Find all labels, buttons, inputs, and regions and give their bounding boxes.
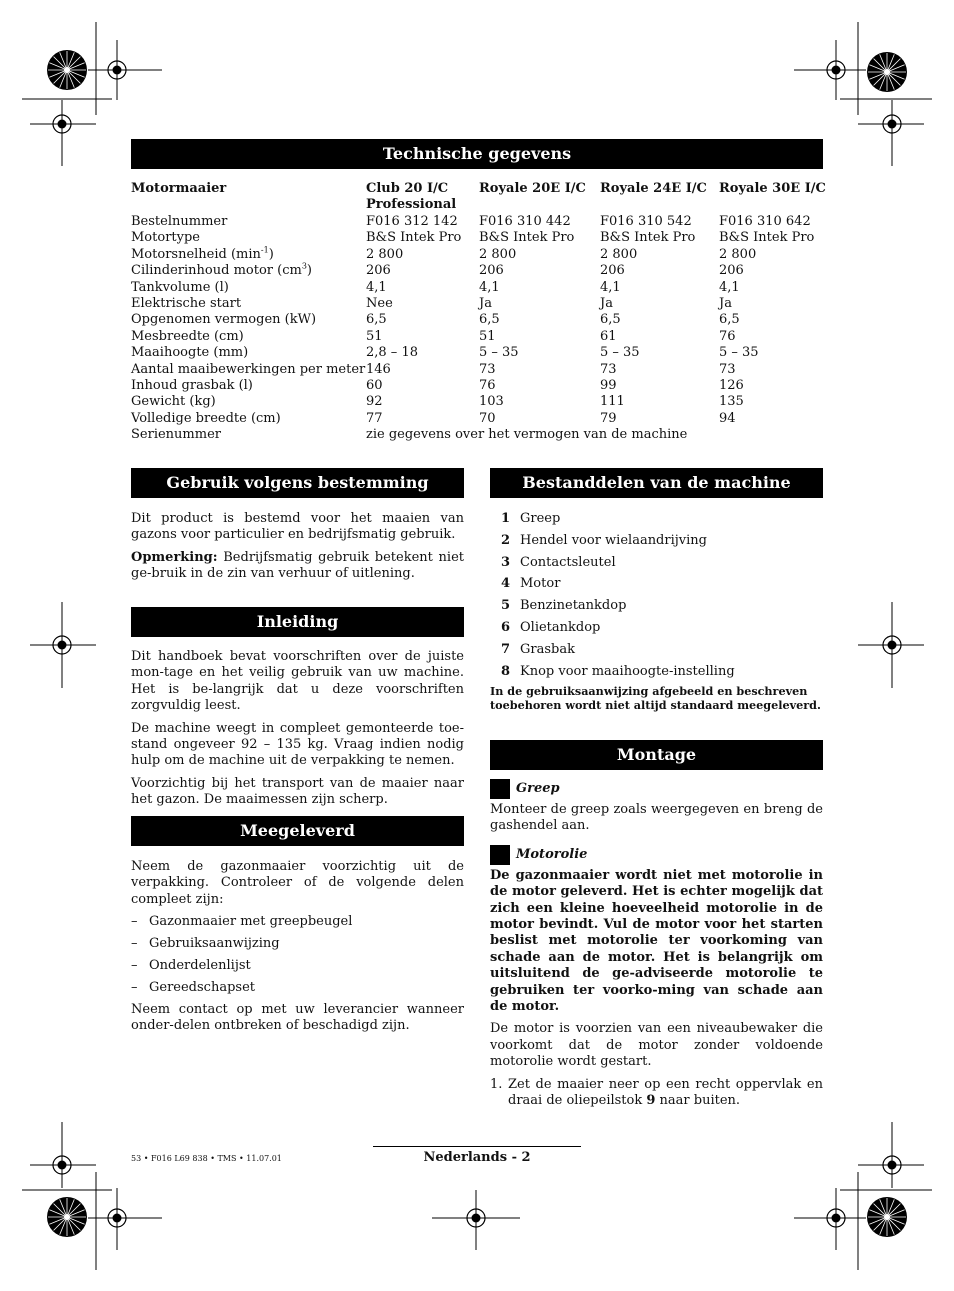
motorolie-warning: De gazonmaaier wordt niet met motorolie in de motor geleverd. Het is echter mogelijk dat zich een kleine hoeveelheid motorolie in de motor bevindt. Vul de motor voor het starten beslist met motorolie ter voorkoming van schade aan de motor. Het is belangrijk om uitsluitend de ge-adviseerde motorolie te gebruiken ter voorko-ming van schade aan de motor. [490,867,823,1015]
table-cell: Ja [479,296,492,311]
table-cell: 111 [600,394,625,410]
table-header-cell: Club 20 I/C Professional [366,181,457,213]
inleiding-title-bar: Inleiding [131,607,464,637]
serial-value: zie gegevens over het vermogen van de machine [366,427,688,442]
list-item: 5 Benzinetankdop [500,598,627,614]
table-cell: B&S Intek Pro [479,230,575,246]
meegeleverd-section [131,859,464,1041]
list-item: 1 Greep [500,511,561,526]
table-cell: 6,5 [366,312,387,328]
list-item: 4 Motor [500,576,561,592]
table-cell: B&S Intek Pro [366,230,462,246]
table-cell: 94 [719,410,736,426]
table-cell: 206 [600,263,625,279]
montage-title-bar: Montage [490,740,823,770]
table-row-label: Aantal maaibewerkingen per meter [131,361,366,377]
table-cell: 4,1 [719,279,740,295]
montage-section [490,779,823,1110]
footer-rule [373,1146,581,1147]
table-row [131,296,831,312]
table-cell: Ja [719,296,732,311]
table-cell: 77 [366,410,383,426]
table-row-label: Gewicht (kg) [131,394,216,410]
greep-paragraph: Monteer de greep zoals weergegeven en breng de gashendel aan. [490,802,823,834]
table-row [131,394,831,410]
motorolie-subheading: Motorolie [490,845,823,865]
table-cell: B&S Intek Pro [719,230,815,246]
inleiding-paragraph-3: Voorzichtig bij het transport van de maaier naar het gazon. De maaimessen zijn scherp. [131,775,464,808]
table-cell: Nee [366,296,393,311]
table-cell: 61 [600,328,617,344]
step-1: 1. Zet de maaier neer op een recht oppervlak en draai de oliepeilstok 9 naar buiten. [490,1076,823,1109]
table-cell: 206 [366,263,391,279]
table-row [131,411,831,427]
section-marker-square [490,845,510,865]
table-row [131,280,831,296]
table-cell: 2 800 [366,246,404,262]
table-row-label: Mesbreedte (cm) [131,328,244,344]
inleiding-section [131,649,464,815]
table-cell: 5 – 35 [479,345,519,361]
table-row [131,230,831,246]
note-label: Opmerking: [131,549,218,565]
meegeleverd-paragraph-2: Neem contact op met uw leverancier wanneer onder-delen ontbreken of beschadigd zijn. [131,1001,464,1034]
serial-label: Serienummer [131,427,221,442]
page-number: Nederlands - 2 [423,1150,531,1165]
table-row-label: Volledige breedte (cm) [131,410,281,426]
table-cell: 6,5 [719,312,740,328]
table-row-label: Opgenomen vermogen (kW) [131,312,317,328]
note-text: Bedrijfsmatig gebruik betekent niet ge-bruik in de zin van verhuur of uitlening. [131,549,464,582]
table-cell: 6,5 [479,312,500,328]
tech-title-bar: Technische gegevens [131,139,823,169]
table-cell: 73 [479,361,496,377]
table-cell: 92 [366,394,383,410]
table-row-label: Bestelnummer [131,214,228,229]
table-row [131,329,831,345]
table-cell: 2,8 – 18 [366,345,418,361]
greep-subheading: Greep [490,779,823,799]
list-item: – Gebruiksaanwijzing [131,936,464,952]
table-cell: 99 [600,378,617,393]
table-row [131,312,831,328]
tech-table-header [131,181,831,215]
motorolie-paragraph: De motor is voorzien van een niveaubewaker die voorkomt dat de motor zonder voldoende motorolie wordt gestart. [490,1021,823,1070]
table-cell: 206 [719,263,744,279]
footer-code: 53 • F016 L69 838 • TMS • 11.07.01 [131,1154,282,1163]
list-item: 8 Knop voor maaihoogte-instelling [500,663,735,679]
list-item: 7 Grasbak [500,641,575,657]
table-row [131,362,831,378]
table-header-cell: Motormaaier [131,181,227,196]
table-cell: 2 800 [719,246,757,262]
table-cell: 5 – 35 [600,345,640,361]
table-row [131,247,831,263]
table-cell: 4,1 [479,279,500,295]
table-cell: 126 [719,378,744,393]
bestanddelen-title-bar: Bestanddelen van de machine [490,468,823,498]
table-row-label: Inhoud grasbak (l) [131,378,253,393]
table-cell: F016 310 442 [479,214,571,229]
table-cell: 5 – 35 [719,345,759,361]
table-row-label: Maaihoogte (mm) [131,345,249,361]
table-header-cell: Royale 20E I/C [479,181,586,196]
table-cell: 70 [479,410,496,426]
table-row-label: Tankvolume (l) [131,279,229,295]
meegeleverd-paragraph-1: Neem de gazonmaaier voorzichtig uit de verpakking. Controleer of de volgende delen compleet zijn: [131,859,464,907]
table-cell: 146 [366,361,391,377]
table-cell: 79 [600,410,617,426]
table-cell: 51 [366,328,383,344]
table-cell: 76 [479,378,496,393]
table-row [131,378,831,394]
table-row-label: Cilinderinhoud motor $(cm^3)$ [131,261,312,279]
gebruik-section [131,511,464,589]
list-item: 2 Hendel voor wielaandrijving [500,532,707,548]
list-item: – Onderdelenlijst [131,958,464,974]
gebruik-note [131,550,464,583]
list-item: 6 Olietankdop [500,619,601,635]
table-row [131,263,831,279]
table-header-cell: Royale 24E I/C [600,181,707,196]
table-cell: 4,1 [366,279,387,295]
table-row-label: Motorsnelheid $(\min^{-1})$ [131,245,274,262]
table-cell: 2 800 [479,246,517,262]
table-cell: 51 [479,328,496,344]
gebruik-title-bar: Gebruik volgens bestemming [131,468,464,498]
inleiding-paragraph-2: De machine weegt in compleet gemonteerde toe-stand ongeveer 92 – 135 kg. Vraag indien nodig hulp om de machine uit de verpakking te nemen. [131,720,464,769]
table-header-cell: Royale 30E I/C [719,181,826,196]
list-item: – Gazonmaaier met greepbeugel [131,914,464,930]
list-item: – Gereedschapset [131,980,464,996]
list-item: 3 Contactsleutel [500,554,616,570]
inleiding-paragraph-1: Dit handboek bevat voorschriften over de juiste mon-tage en het veilig gebruik van uw machine. Het is be-langrijk dat u deze voorschriften zorgvuldig leest. [131,649,464,714]
table-cell: Ja [600,296,613,311]
table-cell: 6,5 [600,312,621,328]
table-cell: 135 [719,394,744,410]
table-cell: 103 [479,394,504,410]
section-marker-square [490,779,510,799]
bestanddelen-section [490,511,823,712]
table-cell: 60 [366,378,383,393]
table-cell: 76 [719,328,736,344]
table-cell: 73 [600,361,617,377]
table-cell: F016 310 542 [600,214,692,229]
table-row [131,345,831,361]
table-cell: 73 [719,361,736,377]
table-row-label: Motortype [131,230,200,246]
table-row-label: Elektrische start [131,296,242,311]
table-row-serial [131,427,831,443]
table-cell: F016 312 142 [366,214,458,229]
meegeleverd-title-bar: Meegeleverd [131,816,464,846]
bestanddelen-note: In de gebruiksaanwijzing afgebeeld en beschreven toebehoren wordt niet altijd standaard meegeleverd. [490,684,821,713]
table-cell: 206 [479,263,504,279]
table-row [131,214,831,230]
table-cell: B&S Intek Pro [600,230,696,246]
gebruik-paragraph: Dit product is bestemd voor het maaien van gazons voor particulier en bedrijfsmatig gebruik. [131,511,464,543]
table-cell: 2 800 [600,246,638,262]
table-cell: F016 310 642 [719,214,811,229]
table-cell: 4,1 [600,279,621,295]
